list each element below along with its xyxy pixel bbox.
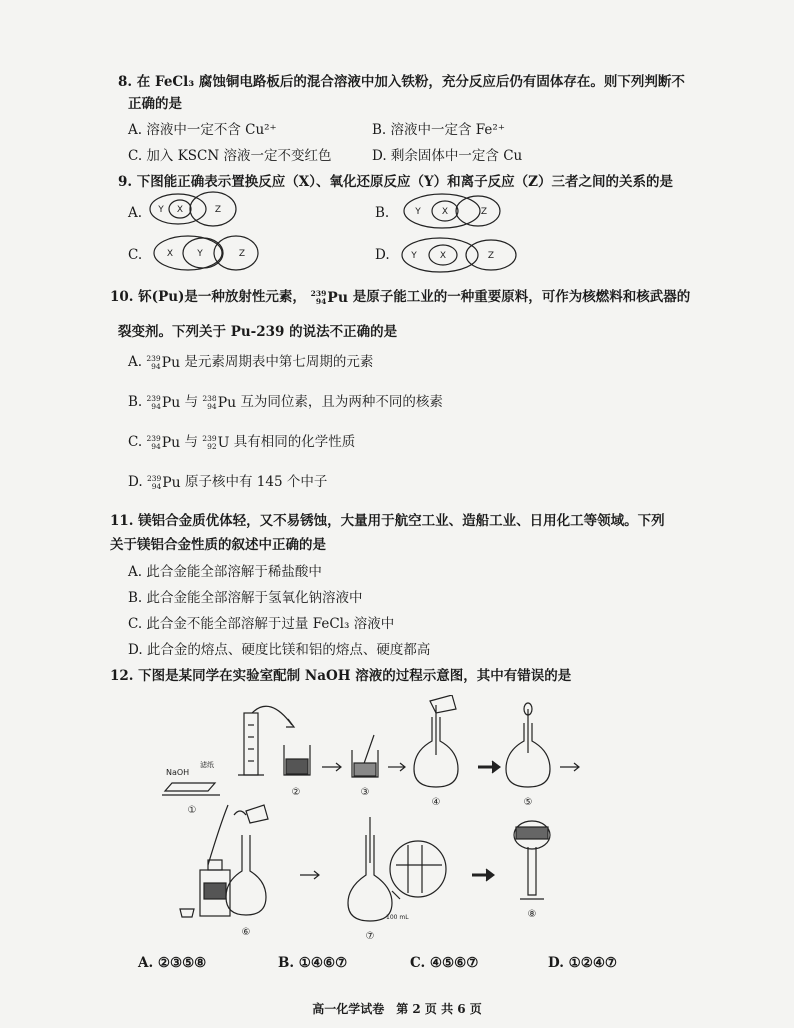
element-symbol: Pu: [161, 434, 181, 451]
venn-d-y-label: Y: [411, 251, 417, 261]
q11-stem-line1: 11. 镁铝合金质优体轻，又不易锈蚀，大量用于航空工业、造船工业、日用化工等领域。下列: [110, 513, 665, 529]
q10-stem-line2: 裂变剂。下列关于 Pu-239 的说法不正确的是: [118, 324, 398, 340]
mass-number: 239: [202, 433, 217, 443]
venn-a-y-label: Y: [158, 205, 164, 215]
q11-option-d: D. 此合金的熔点、硬度比镁和铝的熔点、硬度都高: [128, 642, 431, 658]
element-symbol: Pu: [161, 354, 181, 371]
q11-option-a: A. 此合金能全部溶解于稀盐酸中: [128, 564, 322, 580]
mass-number: 239: [146, 433, 161, 443]
venn-d-z-label: Z: [487, 251, 495, 261]
q10-stem-pre: 10. 钚(Pu)是一种放射性元素，: [110, 289, 306, 305]
step-5-label: ⑤: [523, 797, 533, 808]
step-3-label: ③: [360, 787, 370, 798]
q12-option-c: C. ④⑤⑥⑦: [410, 955, 479, 971]
q8-option-d: D. 剩余固体中一定含 Cu: [372, 148, 523, 164]
atomic-number: 94: [151, 361, 161, 371]
q10-option-c: [128, 432, 355, 453]
step-7-label: ⑦: [365, 931, 375, 942]
exam-title: 高一化学试卷: [312, 1002, 385, 1016]
q8-option-c: C. 加入 KSCN 溶液一定不变红色: [128, 148, 332, 164]
mass-number: 239: [310, 288, 327, 298]
graduated-cylinder: [244, 713, 258, 775]
magnified-view: [390, 841, 446, 897]
q9-label-b: B.: [375, 205, 390, 221]
option-label: D.: [128, 474, 143, 490]
nuclide-pu239: [146, 433, 180, 453]
q12-option-b: B. ①④⑥⑦: [278, 955, 348, 971]
q8-option-b: B. 溶液中一定含 Fe²⁺: [372, 122, 505, 138]
weighing-paper: [165, 783, 215, 791]
nuclide-pu239: [146, 353, 180, 373]
option-text: 互为同位素，且为两种不同的核素: [240, 394, 443, 410]
atomic-number: 94: [151, 441, 161, 451]
mass-number: 239: [146, 473, 162, 483]
nuclide-pu239: [147, 393, 181, 413]
element-symbol: Pu: [327, 289, 349, 306]
q10-option-d: [128, 472, 327, 493]
venn-b-y-label: Y: [415, 207, 421, 217]
step-4-label: ④: [431, 797, 441, 808]
option-text: 具有相同的化学性质: [233, 434, 356, 450]
atomic-number: 94: [315, 296, 327, 306]
mass-number: 238: [202, 393, 217, 403]
q9-label-c: C.: [128, 247, 143, 263]
mass-number: 239: [146, 353, 161, 363]
venn-c-y: [183, 238, 223, 268]
q11-option-c: C. 此合金不能全部溶解于过量 FeCl₃ 溶液中: [128, 616, 395, 632]
q9-label-a: A.: [128, 205, 143, 221]
element-symbol: Pu: [161, 394, 181, 411]
venn-b-z: [456, 196, 500, 226]
q12-stem: 12. 下图是某同学在实验室配制 NaOH 溶液的过程示意图，其中有错误的是: [110, 668, 572, 684]
nuclide-pu239: [311, 288, 348, 308]
q10-stem-line1: [110, 287, 690, 308]
option-label: A.: [128, 354, 143, 370]
page-number: 第 2 页 共 6 页: [396, 1002, 482, 1016]
beaker-pouring-6: [246, 805, 268, 823]
filter-paper-label: 滤纸: [200, 761, 214, 769]
element-symbol: Pu: [162, 474, 181, 491]
volumetric-flask-6: [226, 835, 266, 915]
venn-c-x-label: X: [166, 249, 174, 259]
q11-stem-line2: 关于镁铝合金性质的叙述中正确的是: [110, 537, 326, 553]
option-connector: 与: [184, 394, 199, 410]
step-2-label: ②: [291, 787, 301, 798]
nuclide-pu238: [202, 393, 236, 413]
atomic-number: 94: [151, 401, 161, 411]
option-label: C.: [128, 434, 143, 450]
q10-stem-post: 是原子能工业的一种重要原料，可作为核燃料和核武器的: [352, 289, 691, 305]
q10-option-a: [128, 352, 373, 373]
q11-option-b: B. 此合金能全部溶解于氢氧化钠溶液中: [128, 590, 363, 606]
step-8-label: ⑧: [527, 909, 537, 920]
page-footer: [0, 1000, 794, 1017]
nuclide-u239: [202, 433, 229, 453]
venn-c-y-label: Y: [197, 249, 203, 259]
q12-option-d: D. ①②④⑦: [548, 955, 618, 971]
option-label: B.: [128, 394, 143, 410]
venn-a-x-label: X: [176, 205, 184, 215]
q12-procedure-figure: [160, 695, 620, 950]
venn-a-z: [190, 192, 236, 226]
venn-b-z-label: Z: [480, 207, 488, 217]
venn-d-x-label: X: [439, 251, 447, 261]
venn-b-x-label: X: [441, 207, 449, 217]
step-1-label: ①: [187, 805, 197, 816]
stopper: [180, 909, 194, 917]
mass-number: 239: [146, 393, 161, 403]
q9-stem: 9. 下图能正确表示置换反应（X）、氧化还原反应（Y）和离子反应（Z）三者之间的关系的是: [118, 174, 674, 190]
step-6-label: ⑥: [241, 927, 251, 938]
element-symbol: Pu: [217, 394, 237, 411]
venn-c-x: [154, 236, 222, 270]
atomic-number: 94: [207, 401, 217, 411]
venn-c-z: [214, 236, 258, 270]
naoh-label: NaOH: [166, 768, 190, 777]
q8-stem-line2: 正确的是: [128, 96, 182, 112]
q9-label-d: D.: [375, 247, 390, 263]
q9-venn-diagrams: [0, 0, 794, 290]
q12-option-a: A. ②③⑤⑧: [138, 955, 207, 971]
atomic-number: 94: [151, 481, 162, 491]
option-text: 是元素周期表中第七周期的元素: [184, 354, 374, 370]
volume-label: 100 mL: [386, 914, 409, 921]
element-symbol: U: [217, 434, 230, 451]
q8-option-a: A. 溶液中一定不含 Cu²⁺: [128, 122, 277, 138]
atomic-number: 92: [207, 441, 217, 451]
q8-stem-line1: 8. 在 FeCl₃ 腐蚀铜电路板后的混合溶液中加入铁粉，充分反应后仍有固体存在。则下列判断不: [118, 74, 685, 90]
q10-option-b: [128, 392, 443, 413]
option-text: 原子核中有 145 个中子: [185, 474, 328, 490]
option-connector: 与: [184, 434, 198, 450]
venn-c-z-label: Z: [238, 249, 246, 259]
beaker-pouring-4: [430, 695, 456, 713]
nuclide-pu239: [147, 473, 181, 493]
venn-a-z-label: Z: [214, 205, 222, 215]
pour-path-6: [208, 805, 228, 865]
